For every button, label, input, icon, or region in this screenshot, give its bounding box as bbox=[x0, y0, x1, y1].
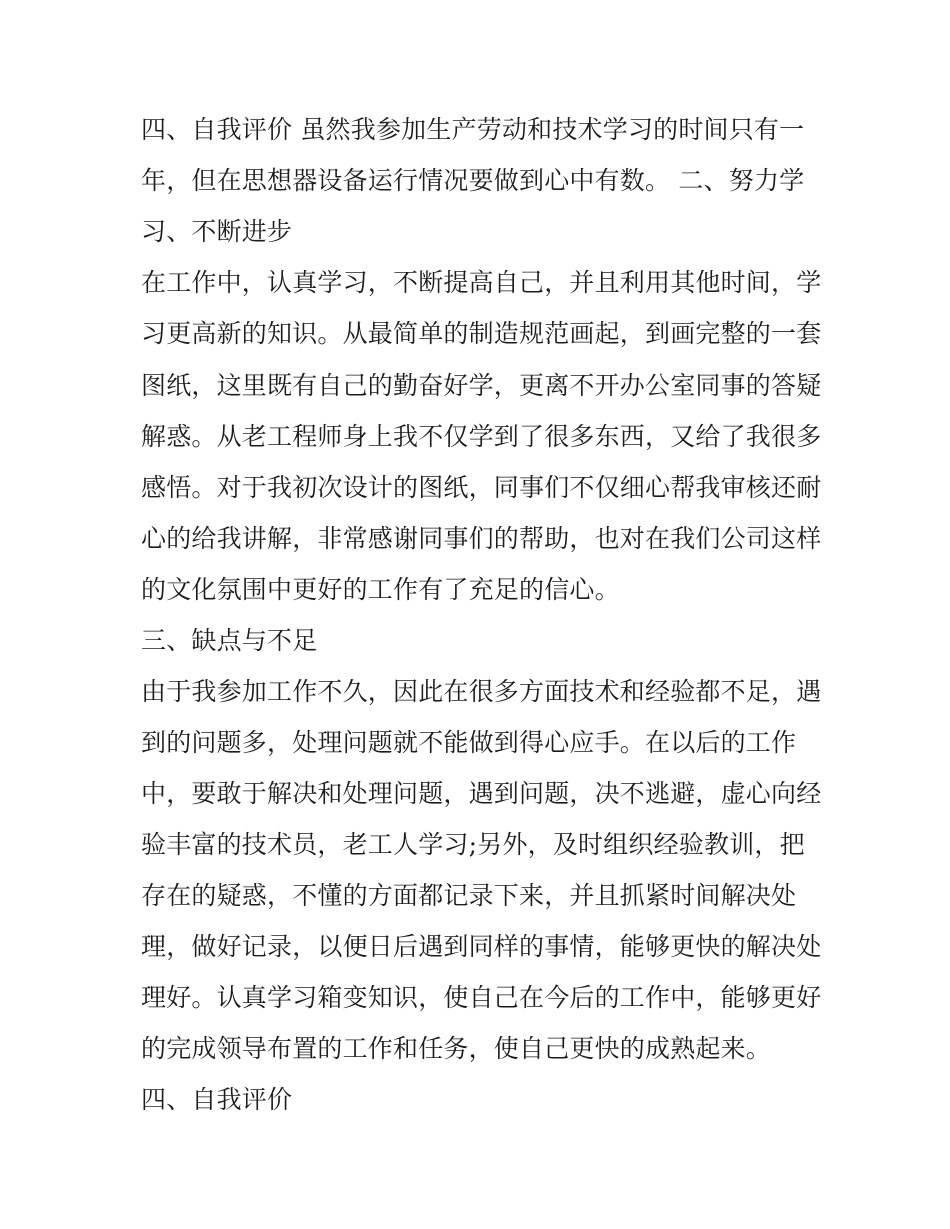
text-line: 四、自我评价 虽然我参加生产劳动和技术学习的时间只有一 bbox=[141, 115, 805, 144]
text-line: 心的给我讲解，非常感谢同事们的帮助，也对在我们公司这样 bbox=[141, 524, 822, 553]
text-line: 到的问题多，处理问题就不能做到得心应手。在以后的工作 bbox=[141, 728, 797, 757]
text-line: 的完成领导布置的工作和任务，使自己更快的成熟起来。 bbox=[141, 1034, 772, 1063]
text-line: 验丰富的技术员，老工人学习;另外，及时组织经验教训，把 bbox=[141, 830, 805, 859]
section-heading: 四、自我评价 bbox=[141, 1085, 293, 1114]
text-line: 习、不断进步 bbox=[141, 217, 293, 246]
text-line: 图纸，这里既有自己的勤奋好学，更离不开办公室同事的答疑 bbox=[141, 371, 822, 400]
text-line: 理好。认真学习箱变知识，使自己在今后的工作中，能够更好 bbox=[141, 983, 822, 1012]
text-line: 中，要敢于解决和处理问题，遇到问题，决不逃避，虚心向经 bbox=[141, 779, 822, 808]
text-line: 年，但在思想器设备运行情况要做到心中有数。 二、努力学 bbox=[141, 166, 805, 195]
text-line: 的文化氛围中更好的工作有了充足的信心。 bbox=[141, 575, 620, 604]
text-line: 感悟。对于我初次设计的图纸，同事们不仅细心帮我审核还耐 bbox=[141, 473, 822, 502]
text-line: 由于我参加工作不久，因此在很多方面技术和经验都不足，遇 bbox=[141, 677, 822, 706]
text-line: 习更高新的知识。从最简单的制造规范画起，到画完整的一套 bbox=[141, 319, 822, 348]
text-line: 理，做好记录，以便日后遇到同样的事情，能够更快的解决处 bbox=[141, 932, 822, 961]
text-line: 解惑。从老工程师身上我不仅学到了很多东西，又给了我很多 bbox=[141, 422, 822, 451]
text-line: 在工作中，认真学习，不断提高自己，并且利用其他时间，学 bbox=[141, 268, 822, 297]
section-heading: 三、缺点与不足 bbox=[141, 626, 318, 655]
text-line: 存在的疑惑，不懂的方面都记录下来，并且抓紧时间解决处 bbox=[141, 881, 797, 910]
